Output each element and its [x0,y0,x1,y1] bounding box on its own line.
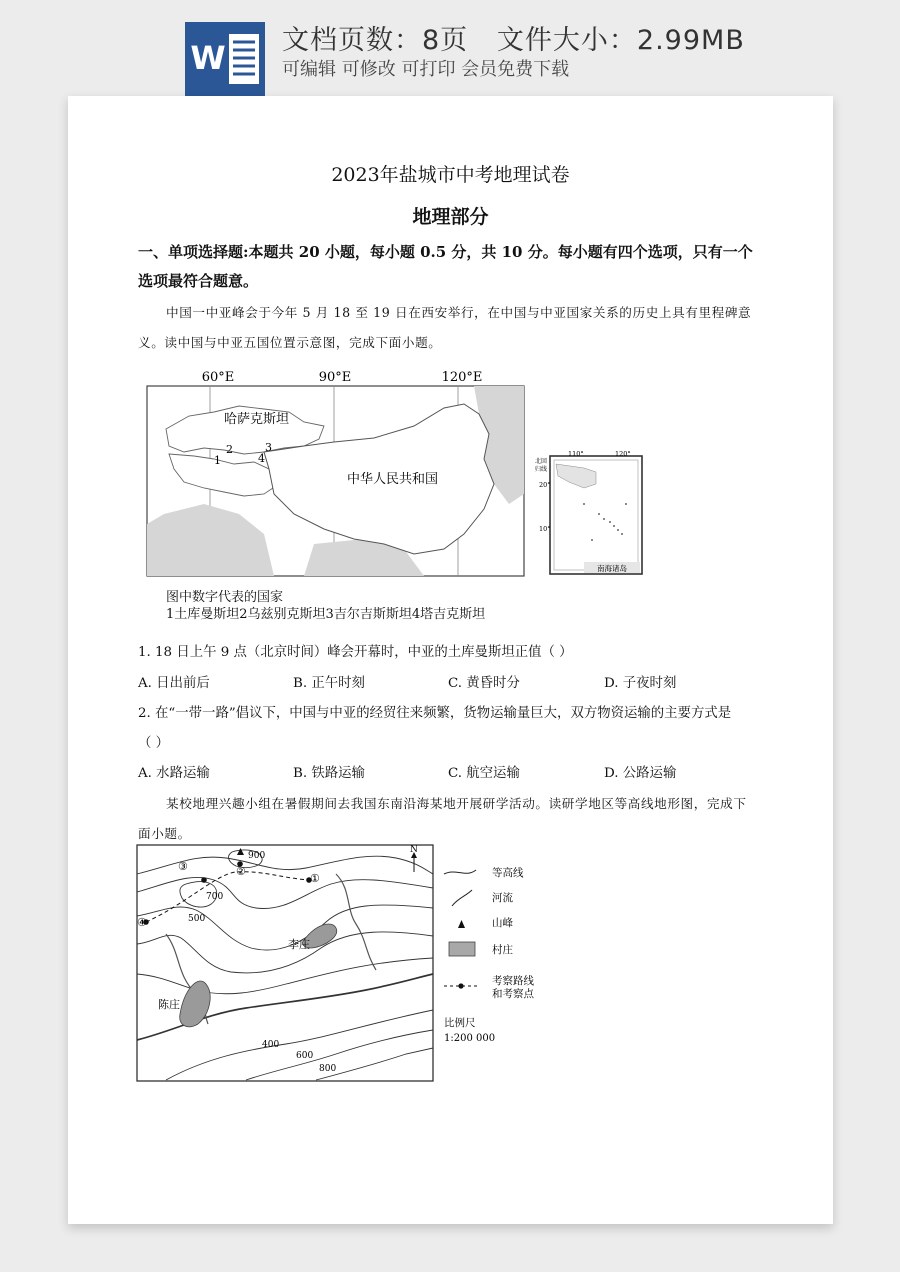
contour-600: 600 [296,1051,314,1061]
inset-label: 南海诸岛 [597,564,627,573]
q1-option-d[interactable]: D. 子夜时刻 [604,676,677,691]
contour-800: 800 [319,1064,337,1074]
legend-route: 考察路线 [492,975,534,987]
legend-point: 和考察点 [492,988,534,1000]
contour-topographic-map [136,844,556,1086]
download-banner [0,0,900,100]
legend-village-icon [449,942,475,956]
legend-contour: 等高线 [492,867,524,879]
intro2-line2: 面小题。 [138,826,191,841]
map-caption-line1: 图中数字代表的国家 [166,590,284,605]
kazakhstan-label: 哈萨克斯坦 [224,412,290,427]
legend-river: 河流 [492,892,513,904]
document-stats: 文档页数：8页 文件大小：2.99MB [282,25,745,56]
lon-120-label: 120°E [441,370,483,385]
contour-map-frame [137,845,433,1081]
china-central-asia-map [144,364,644,578]
intro2-line1: 某校地理兴趣小组在暑假期间去我国东南沿海某地开展研学活动。读研学地区等高线地形图，完成下 [166,796,747,811]
contour-900: 900 [248,851,266,861]
q1-option-b[interactable]: B. 正午时刻 [293,676,365,691]
legend-peak-icon [458,920,465,928]
exam-title: 2023年盐城市中考地理试卷 [331,164,570,186]
survey-point-3: ③ [178,860,188,873]
word-document-icon [185,22,265,96]
intro1-line2: 义。读中国与中亚五国位置示意图，完成下面小题。 [138,335,442,350]
q1-option-c[interactable]: C. 黄昏时分 [448,676,520,691]
q2-option-c[interactable]: C. 航空运输 [448,766,520,781]
inset-lat-20: 20° [539,481,551,489]
country-number-2: 2 [226,443,233,456]
scale-value: 1:200 000 [444,1033,496,1044]
china-label: 中华人民共和国 [347,472,439,487]
lon-90-label: 90°E [318,370,352,385]
q1-option-a[interactable]: A. 日出前后 [138,676,210,691]
map-caption-line2: 1土库曼斯坦2乌兹别克斯坦3吉尔吉斯斯坦4塔吉克斯坦 [166,607,486,622]
inset-tropic-1: 北回 [535,458,548,465]
question-2-line2: （ ） [138,736,170,751]
survey-point-2: ② [236,865,246,878]
survey-point-4: ④ [137,916,147,929]
section-heading-line1: 一、单项选择题:本题共 20 小题，每小题 0.5 分，共 10 分。每小题有四个选项，只有一个 [138,243,753,261]
legend-village: 村庄 [492,944,513,956]
document-features: 可编辑 可修改 可打印 会员免费下载 [282,59,570,80]
inset-lon-110: 110° [568,450,584,458]
chenzhuang-label: 陈庄 [158,998,180,1011]
section-heading-line2: 选项最符合题意。 [138,272,259,290]
scale-title: 比例尺 [444,1017,476,1029]
legend-peak: 山峰 [492,917,513,929]
lon-60-label: 60°E [201,370,235,385]
question-2-line1: 2. 在“一带一路”倡议下，中国与中亚的经贸往来频繁，货物运输量巨大，双方物资运输的主要方式是 [138,706,732,721]
country-number-1: 1 [214,454,221,467]
svg-text:N: N [410,845,418,855]
question-1: 1. 18 日上午 9 点（北京时间）峰会开幕时，中亚的土库曼斯坦正值（ ） [138,645,573,660]
lizhuang-label: 李庄 [288,938,310,951]
contour-400: 400 [262,1040,280,1050]
country-number-3: 3 [265,441,272,454]
country-number-4: 4 [258,452,265,465]
exam-subtitle: 地理部分 [412,206,489,228]
inset-lon-120: 120° [615,450,631,458]
map-legend [444,866,534,1044]
contour-500: 500 [188,914,206,924]
q2-option-d[interactable]: D. 公路运输 [604,766,677,781]
word-letter: W [190,39,226,77]
intro1-line1: 中国一中亚峰会于今年 5 月 18 至 19 日在西安举行，在中国与中亚国家关系的历史上具有里程碑意 [166,305,752,320]
survey-point-1: ① [310,872,320,885]
exam-page [68,96,833,1224]
contour-700: 700 [206,892,224,902]
q2-option-b[interactable]: B. 铁路运输 [293,766,365,781]
inset-tropic-2: 归线 [535,466,548,473]
q2-option-a[interactable]: A. 水路运输 [138,766,210,781]
inset-lat-10: 10° [539,525,551,533]
